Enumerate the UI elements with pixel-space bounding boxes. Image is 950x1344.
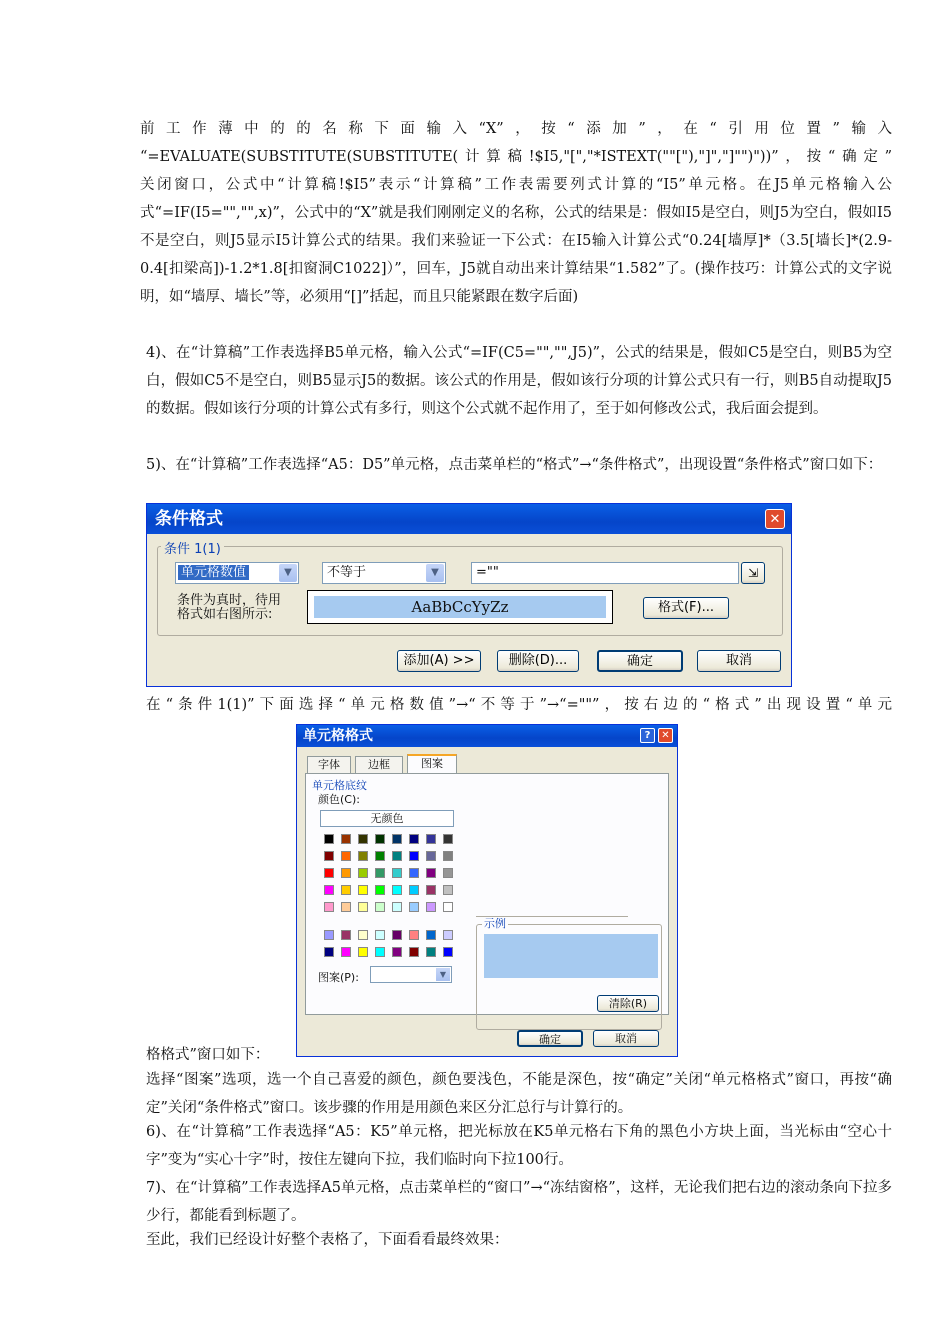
- tab-font[interactable]: 字体: [307, 756, 351, 773]
- format-hint-line-1: 条件为真时，待用: [177, 593, 282, 608]
- color-swatch[interactable]: [341, 902, 351, 912]
- color-swatch[interactable]: [426, 851, 436, 861]
- operator-combo-text: 不等于: [327, 565, 367, 580]
- paragraph-step-6-text: 6)、在“计算稿”工作表选择“A5：K5”单元格，把光标放在K5单元格右下角的黑色小方块上面，当光标由“空心十字”变为“实心十字”时，按住左键向下拉，我们临时向下拉100行。: [146, 1124, 892, 1168]
- extra-color-swatch[interactable]: [341, 947, 351, 957]
- ok-button[interactable]: 确定: [517, 1030, 583, 1047]
- extra-color-swatch[interactable]: [443, 947, 453, 957]
- no-color-button[interactable]: 无颜色: [320, 810, 454, 827]
- extra-color-swatch[interactable]: [409, 930, 419, 940]
- color-swatch[interactable]: [392, 885, 402, 895]
- color-swatch[interactable]: [375, 851, 385, 861]
- tab-pattern[interactable]: 图案: [407, 754, 457, 774]
- cell-format-dialog: [296, 724, 678, 1057]
- cell-value-combo-text: 单元格数值: [178, 565, 249, 580]
- cancel-button[interactable]: 取消: [697, 650, 781, 672]
- color-swatch[interactable]: [324, 885, 334, 895]
- color-swatch[interactable]: [358, 885, 368, 895]
- extra-color-swatch[interactable]: [392, 930, 402, 940]
- format-preview: [307, 590, 613, 624]
- add-condition-button[interactable]: 添加(A) >>: [397, 650, 481, 672]
- color-swatch[interactable]: [324, 868, 334, 878]
- close-icon[interactable]: ✕: [765, 509, 785, 529]
- extra-color-swatch[interactable]: [443, 930, 453, 940]
- conditional-format-dialog: [146, 503, 792, 687]
- color-swatch[interactable]: [358, 868, 368, 878]
- chevron-down-icon[interactable]: ▼: [436, 968, 450, 981]
- cell-value-combo[interactable]: [175, 562, 299, 584]
- color-swatch[interactable]: [443, 885, 453, 895]
- close-icon[interactable]: ✕: [658, 728, 673, 743]
- extra-color-swatch[interactable]: [409, 947, 419, 957]
- operator-combo[interactable]: [322, 562, 446, 584]
- sample-preview: [484, 934, 658, 978]
- color-swatch[interactable]: [409, 885, 419, 895]
- delete-condition-button[interactable]: 删除(D)...: [497, 650, 579, 672]
- paragraph-step-4-text: 4)、在“计算稿”工作表选择B5单元格，输入公式“=IF(C5="","",J5)”，公式的结果是，假如C5是空白，则B5为空白，假如C5不是空白，则B5显示J5的数据。该公式的作用是，假如该行分项的计算公式只有一行，则B5自动提取J5的数据。假如该行分项的计算公式有多行，则这个公式就不起作用了，至于如何修改公式，我后面会提到。: [146, 345, 892, 417]
- color-swatch[interactable]: [324, 902, 334, 912]
- cancel-button[interactable]: 取消: [593, 1030, 659, 1047]
- extra-color-swatch[interactable]: [375, 947, 385, 957]
- paragraph-1-line-1: 前工作薄中的的名称下面输入“X”，按“添加”，在“引用位置”输入: [140, 121, 892, 137]
- extra-color-swatch[interactable]: [392, 947, 402, 957]
- color-swatch[interactable]: [341, 868, 351, 878]
- color-swatch[interactable]: [443, 851, 453, 861]
- formula-input[interactable]: [471, 562, 739, 584]
- color-swatch[interactable]: [409, 902, 419, 912]
- color-swatch[interactable]: [392, 834, 402, 844]
- condition-group-label: 条件 1(1): [161, 538, 224, 557]
- color-swatch[interactable]: [341, 885, 351, 895]
- format-hint-line-2: 格式如右图所示:: [177, 607, 273, 622]
- paragraph-step-5-text: 5)、在“计算稿”工作表选择“A5：D5”单元格，点击菜单栏的“格式”→“条件格式”，出现设置“条件格式”窗口如下：: [146, 457, 883, 473]
- paragraph-after-dialog-1-text: 在“条件1(1)”下面选择“单元格数值”→“不等于”→“=""”，按右边的“格式”出现设置“单元: [146, 697, 892, 713]
- paragraph-1-rest: 关闭窗口，公式中“计算稿!$I5”表示“计算稿”工作表需要列式计算的“I5”单元格。在J5单元格输入公式“=IF(I5="","",x)”，公式中的“X”就是我们刚刚定义的名称，公式的结果是：假如I5是空白，则J5为空白，假如I5不是空白，则J5显示I5计算公式的结果。我们来验证一下公式：在I5输入计算公式“0.24[墙厚]*（3.5[墙长]*(2.9-0.4[扣梁高])-1.2*1.8[扣窗洞C1022]）”，回车，J5就自动出来计算结果“1.582”了。(操作技巧：计算公式的文字说明，如“墙厚、墙长”等，必须用“[]”括起，而且只能紧跟在数字后面): [140, 177, 892, 305]
- color-swatch[interactable]: [375, 868, 385, 878]
- color-swatch[interactable]: [409, 851, 419, 861]
- color-swatch[interactable]: [375, 902, 385, 912]
- pattern-panel: [305, 773, 669, 1015]
- color-swatch[interactable]: [392, 868, 402, 878]
- sample-label: 示例: [484, 917, 506, 930]
- paragraph-conclusion-text: 至此，我们已经设计好整个表格了，下面看看最终效果：: [146, 1232, 509, 1248]
- conditional-format-titlebar: [147, 504, 791, 534]
- paragraph-step-7: [146, 1174, 892, 1230]
- paragraph-after-dialog-1: [146, 691, 892, 719]
- paragraph-cell-format-intro: [146, 1041, 306, 1069]
- color-swatch[interactable]: [443, 834, 453, 844]
- paragraph-conclusion: [146, 1226, 892, 1254]
- color-swatch[interactable]: [358, 834, 368, 844]
- color-swatch[interactable]: [358, 902, 368, 912]
- paragraph-step-4: [146, 339, 892, 423]
- color-swatch[interactable]: [426, 834, 436, 844]
- extra-color-swatch[interactable]: [375, 930, 385, 940]
- color-swatch[interactable]: [324, 834, 334, 844]
- color-swatch[interactable]: [341, 834, 351, 844]
- chevron-down-icon[interactable]: ▼: [279, 564, 297, 582]
- paragraph-select-pattern-text: 选择“图案”选项，选一个自己喜爱的颜色，颜色要浅色，不能是深色，按“确定”关闭“单元格格式”窗口，再按“确定”关闭“条件格式”窗口。该步骤的作用是用颜色来区分汇总行与计算行的。: [146, 1072, 892, 1116]
- paragraph-select-pattern: [146, 1066, 892, 1122]
- color-swatch[interactable]: [443, 868, 453, 878]
- conditional-format-title: 条件格式: [155, 509, 223, 529]
- cell-format-titlebar: [297, 725, 677, 747]
- paragraph-step-6: [146, 1118, 892, 1174]
- extra-color-swatch[interactable]: [341, 930, 351, 940]
- color-swatch[interactable]: [375, 834, 385, 844]
- extra-color-swatch[interactable]: [324, 947, 334, 957]
- extra-color-swatch[interactable]: [426, 947, 436, 957]
- color-swatch[interactable]: [409, 868, 419, 878]
- color-swatch[interactable]: [324, 851, 334, 861]
- color-swatch[interactable]: [392, 851, 402, 861]
- tab-border[interactable]: 边框: [355, 756, 403, 773]
- color-swatch[interactable]: [409, 834, 419, 844]
- extra-color-swatch[interactable]: [358, 930, 368, 940]
- pattern-combo[interactable]: [370, 966, 452, 983]
- extra-color-swatch[interactable]: [426, 930, 436, 940]
- color-label: 颜色(C):: [318, 793, 360, 806]
- format-button[interactable]: 格式(F)...: [643, 597, 729, 619]
- paragraph-step-7-text: 7)、在“计算稿”工作表选择A5单元格，点击菜单栏的“窗口”→“冻结窗格”，这样，无论我们把右边的滚动条向下拉多少行，都能看到标题了。: [146, 1180, 892, 1224]
- extra-color-swatch[interactable]: [358, 947, 368, 957]
- extra-color-swatch[interactable]: [324, 930, 334, 940]
- color-swatch[interactable]: [426, 885, 436, 895]
- paragraph-1: [140, 115, 892, 311]
- formula-input-value: ="": [476, 565, 499, 580]
- pattern-label: 图案(P):: [318, 971, 359, 984]
- color-swatch[interactable]: [426, 902, 436, 912]
- chevron-down-icon[interactable]: ▼: [426, 564, 444, 582]
- help-icon[interactable]: ?: [640, 728, 655, 743]
- ok-button[interactable]: 确定: [597, 650, 683, 672]
- cell-shading-label: 单元格底纹: [312, 779, 367, 792]
- range-select-icon[interactable]: ⇲: [741, 562, 765, 584]
- paragraph-1-line-2: “=EVALUATE(SUBSTITUTE(SUBSTITUTE(计算稿!$I5,"[","*ISTEXT(""["),"]","]"")"))”，按“确定”: [140, 149, 892, 165]
- color-swatch[interactable]: [358, 851, 368, 861]
- color-swatch[interactable]: [443, 902, 453, 912]
- clear-button[interactable]: 清除(R): [597, 995, 659, 1012]
- color-swatch[interactable]: [341, 851, 351, 861]
- color-swatch[interactable]: [392, 902, 402, 912]
- format-preview-sample: AaBbCcYyZz: [314, 596, 606, 618]
- cell-format-title: 单元格格式: [303, 728, 373, 744]
- color-swatch[interactable]: [426, 868, 436, 878]
- paragraph-step-5: [146, 451, 892, 479]
- paragraph-cell-format-intro-text: 格格式”窗口如下：: [146, 1047, 270, 1063]
- color-swatch[interactable]: [375, 885, 385, 895]
